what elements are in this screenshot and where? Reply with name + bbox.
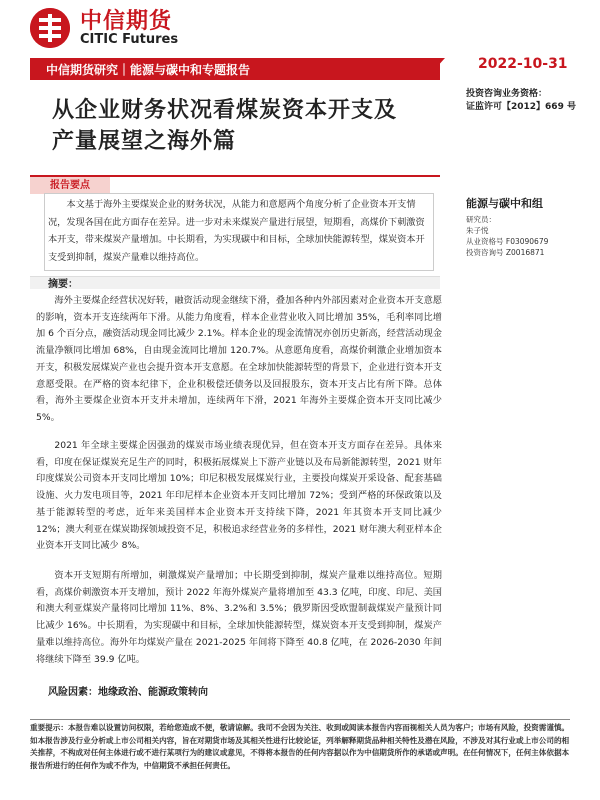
abstract-paragraph-2: 2021 年全球主要煤企因强劲的煤炭市场业绩表现优异，但在资本开支方面存在差异。具体来看，印度在保证煤炭充足生产的同时，积极拓展煤炭上下游产业链以及布局新能源转型，2021 财年印度煤炭公司资本开支同比增加 10%；印尼积极发展煤炭行业，主要投向煤炭开采设备、配套基础设施、火力发电项目等，2021 年印尼样本企业资本开支同比增加 72%；受到严格的环保政策以及基于能源转型的考虑，近年来美国样本企业资本开支持续下降，2021 年其资本开支同比减少 12%；澳大利亚在煤炭勘探领域投资不足，积极追求经营业务的多样性，2021 财年澳大利亚样本企业资本开支同比减少 8%。 <box>36 440 442 552</box>
banner-text: 中信期货研究｜能源与碳中和专题报告 <box>46 63 251 77</box>
disclaimer: 重要提示：本报告难以设置访问权限，若给您造成不便，敬请谅解。我司不会因为关注、收到或阅读本报告内容而视相关人员为客户；市场有风险，投资需谨慎。如本报告涉及行业分析或上市公司相关内容，旨在对期货市场及其相关性进行比较论证，列举解释期货品种相关特性及潜在风险，不涉及对其行业或上市公司的相关推荐，不构成对任何主体进行或不进行某项行为的建议或意见，不得将本报告的任何内容据以作为中信期货所作的承诺或声明。在任何情况下，任何主体依据本报告所进行的任何作为或不作为，中信期货不承担任何责任。 <box>30 723 570 770</box>
license-consulting: 投资咨询号 Z0016871 <box>466 248 545 257</box>
abstract-paragraph-3: 资本开支短期有所增加，刺激煤炭产量增加；中长期受到抑制，煤炭产量难以维持高位。短期看，高煤价刺激资本开支增加，预计 2022 年海外煤炭产量将增加至 43.3 亿吨，印度、印尼、美国和澳大利亚煤炭产量将同比增加 11%、8%、3.2%和 3.5%；俄罗斯因受欧盟制裁煤炭产量预计同比减少 16%。中长期看，为实现碳中和目标，全球加快能源转型，煤炭资本开支受到抑制，煤炭产量难以维持高位。海外年均煤炭产量在 2021-2025 年间将下降至 40.8 亿吨，在 2026-2030 年间将继续下降至 39.9 亿吨。 <box>36 570 442 665</box>
abstract-label: 摘要： <box>48 279 78 290</box>
citic-logo-icon <box>30 8 70 48</box>
researcher-name: 朱子悦 <box>466 226 489 235</box>
report-title-line1: 从企业财务状况看煤炭资本开支及 <box>52 98 398 123</box>
footer-divider <box>30 719 570 720</box>
cert-label: 投资咨询业务资格： <box>466 89 548 99</box>
summary-text: 本文基于海外主要煤炭企业的财务状况，从能力和意愿两个角度分析了企业资本开支情况，发现各国在此方面存在差异。进一步对未来煤炭产量进行展望，短期看，高煤价下刺激资本开支，带来煤炭产量增加。中长期看，为实现碳中和目标，全球加快能源转型，煤炭资本开支受到抑制，煤炭产量难以维持高位。 <box>48 199 425 263</box>
banner-corner <box>425 58 445 80</box>
abstract-bar <box>30 276 440 289</box>
summary-tag: 报告要点 <box>30 177 110 194</box>
license-qualification: 从业资格号 F03090679 <box>466 237 549 246</box>
report-date: 2022-10-31 <box>478 56 568 72</box>
sidebar-section-title: 能源与碳中和组 <box>466 197 543 210</box>
company-name-cn: 中信期货 <box>80 9 173 34</box>
researcher-label: 研究员： <box>466 215 496 224</box>
risk-factors: 风险因素：地缘政治、能源政策转向 <box>48 687 208 698</box>
report-title-line2: 产量展望之海外篇 <box>52 129 237 154</box>
abstract-paragraph-1: 海外主要煤企经营状况好转，融资活动现金继续下滑，叠加各种内外部因素对企业资本开支意愿的影响，资本开支连续两年下滑。从能力角度看，样本企业营业收入同比增加 35%，毛利率同比增加 6 个百分点，融资活动现金同比减少 2.1%。样本企业的现金流情况亦创历史新高，经营活动现金流量净额同比增加 68%，自由现金流同比增加 120.7%。从意愿角度看，高煤价刺激企业增加资本开支，积极发展煤炭产业也会提升资本开支意愿。在全球加快能源转型的背景下，企业进行资本开支意愿受限。在严格的资本纪律下，企业积极偿还债务以及回报股东，资本开支占比有所下降。总体看，海外主要煤企业资本开支并未增加，连续两年下滑，2021 年海外主要煤企资本开支同比减少 5%。 <box>36 295 442 423</box>
cert-number: 证监许可【2012】669 号 <box>466 102 576 112</box>
company-name-en: CITIC Futures <box>80 32 179 47</box>
